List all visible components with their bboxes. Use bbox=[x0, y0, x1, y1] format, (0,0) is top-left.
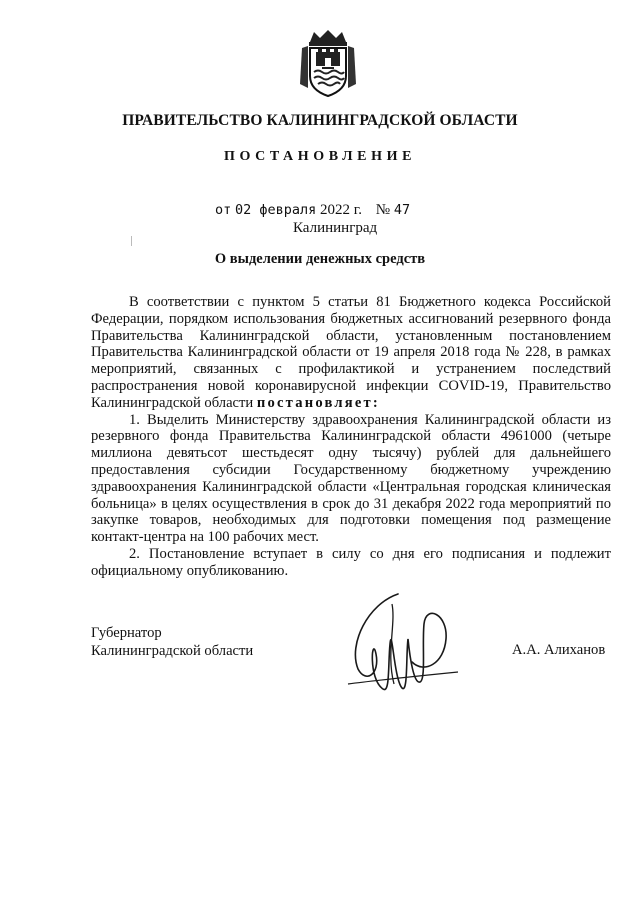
preamble-paragraph bbox=[91, 294, 611, 412]
coat-of-arms-icon bbox=[296, 28, 360, 98]
item-1: 1. Выделить Министерству здравоохранения Калининградской области из резервного фонда Правительства Калининградской области 4961000 (четыре миллиона девятьсот шестьдесят одну тысячу) рублей для дальнейшего предоставления субсидии Государственному бюджетному учреждению здравоохранения Калининградской области «Центральная городская клиническая больница» в целях осуществления в срок до 31 декабря 2022 года мероприятий по закупке товаров, необходимых для подготовки помещения под размещение контакт-центра на 100 рабочих мест. bbox=[91, 411, 611, 546]
signatory-name: А.А. Алиханов bbox=[512, 642, 606, 658]
document-subject: О выделении денежных средств bbox=[214, 251, 426, 267]
document-number: 47 bbox=[393, 202, 411, 218]
date-prefix: от bbox=[215, 202, 232, 218]
document-type: ПОСТАНОВЛЕНИЕ bbox=[223, 149, 417, 164]
date-day-month: 02 февраля bbox=[235, 202, 317, 218]
preamble-text: В соответствии с пунктом 5 статьи 81 Бюджетного кодекса Российской Федерации, порядком использования бюджетных ассигнований резервного фонда Правительства Калининградской области, установленным постановлением Правительства Калининградской области от 19 апреля 2018 года № 228, в рамках мероприятий, связанных с профилактикой и устранением последствий распространения новой коронавирусной инфекции COVID-19, Правительство Калининградской области bbox=[91, 294, 611, 411]
number-sign: № bbox=[375, 202, 391, 218]
position-line-2: Калининградской области bbox=[91, 643, 254, 659]
organization-title: ПРАВИТЕЛЬСТВО КАЛИНИНГРАДСКОЙ ОБЛАСТИ bbox=[122, 112, 518, 129]
handwritten-signature-icon bbox=[328, 584, 478, 704]
scan-mark bbox=[131, 236, 132, 246]
position-line-1: Губернатор bbox=[91, 625, 162, 641]
city: Калининград bbox=[293, 220, 378, 236]
document-body bbox=[91, 294, 611, 580]
item-2: 2. Постановление вступает в силу со дня его подписания и подлежит официальному опубликованию. bbox=[91, 545, 611, 579]
date-year: 2022 г. bbox=[320, 202, 363, 218]
date-number-line bbox=[215, 202, 410, 219]
resolves-word: постановляет: bbox=[256, 394, 380, 411]
signatory-position bbox=[91, 624, 253, 660]
